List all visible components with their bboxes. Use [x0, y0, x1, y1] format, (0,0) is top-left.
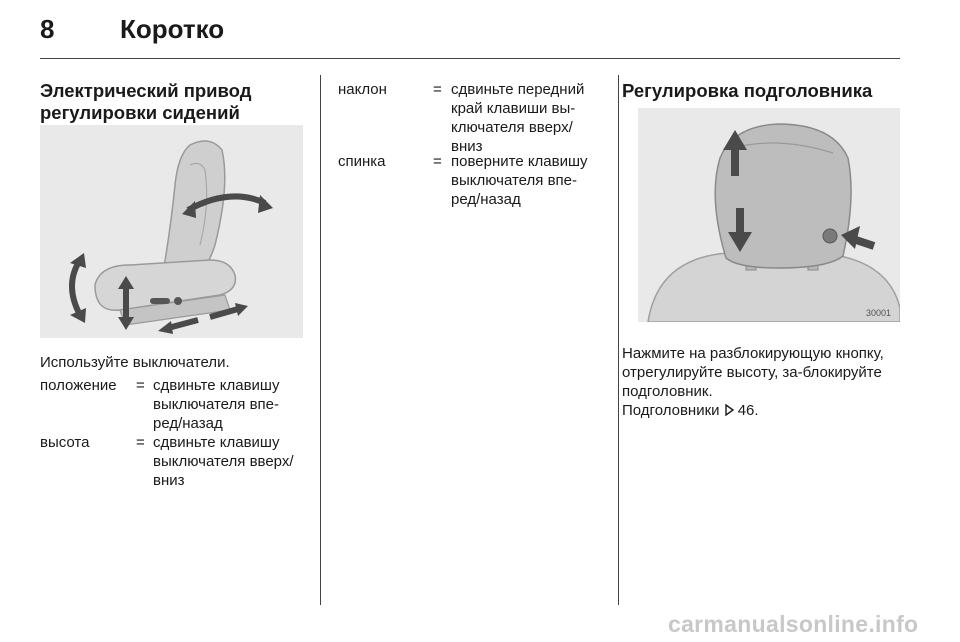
page-reference-icon [724, 404, 735, 416]
page-title: Коротко [120, 14, 225, 44]
header-divider [40, 58, 900, 59]
definition-equals: = [136, 377, 145, 394]
definition-equals: = [433, 81, 442, 98]
reference-page[interactable]: 46. [737, 402, 759, 419]
headrest-instruction-text: Нажмите на разблокирующую кнопку, отрегулируйте высоту, за-блокируйте подголовник. [622, 345, 884, 400]
reference-text: Подголовники [622, 402, 720, 419]
definition-backrest [338, 152, 608, 212]
definition-description: поверните клавишу выключателя впе-ред/назад [451, 153, 588, 208]
definition-term: положение [40, 377, 117, 394]
definition-position [40, 376, 310, 436]
figure-code: 30001 [866, 308, 892, 318]
definition-description: сдвиньте клавишу выключателя впе-ред/назад [153, 377, 280, 432]
headrest-section-title: Регулировка подголовника [622, 80, 873, 101]
headrest-adjustment-figure [638, 108, 900, 322]
definition-term: высота [40, 434, 90, 451]
column-divider-1 [320, 75, 321, 605]
seat-section-title: Электрический привод регулировки сидений [40, 80, 252, 123]
definition-tilt [338, 80, 608, 158]
definition-height [40, 433, 310, 493]
definition-description: сдвиньте передний край клавиши вы-ключателя вверх/вниз [451, 81, 585, 155]
definition-term: спинка [338, 153, 386, 170]
definition-equals: = [433, 153, 442, 170]
definition-equals: = [136, 434, 145, 451]
seat-intro-text: Используйте выключатели. [40, 354, 230, 371]
seat-adjustment-figure [40, 125, 303, 338]
page-number: 8 [40, 14, 55, 44]
definition-description: сдвиньте клавишу выключателя вверх/вниз [153, 434, 294, 489]
column-divider-2 [618, 75, 619, 605]
headrest-reference [622, 401, 902, 420]
watermark: carmanualsonline.info [668, 611, 919, 637]
definition-term: наклон [338, 81, 387, 98]
